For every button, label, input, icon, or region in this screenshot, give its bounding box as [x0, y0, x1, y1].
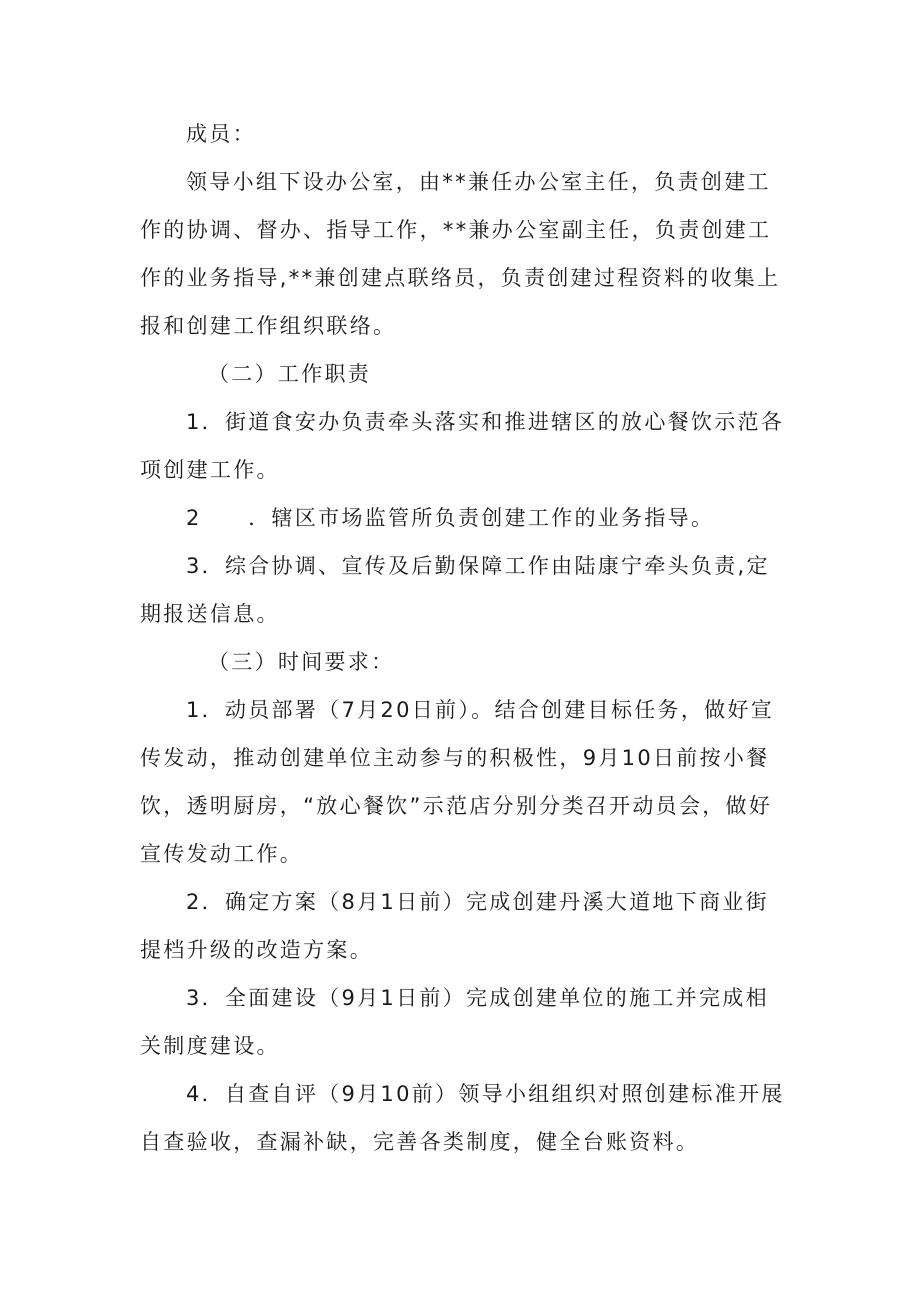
- timeline-item-4: 4．自查自评（9月10前）领导小组组织对照创建标准开展自查验收，查漏补缺，完善各类制度，健全台账资料。: [140, 1082, 785, 1154]
- timeline-item-2: 2．确定方案（8月1日前）完成创建丹溪大道地下商业街提档升级的改造方案。: [140, 890, 769, 962]
- section-heading-timeline: （三）时间要求：: [208, 650, 395, 674]
- timeline-item-1: 1．动员部署（7月20日前）。结合创建目标任务，做好宣传发动，推动创建单位主动参与的积极性，9月10日前按小餐饮，透明厨房，“放心餐饮”示范店分别分类召开动员会，做好宣传发动工作。: [140, 698, 775, 866]
- office-paragraph: 领导小组下设办公室，由**兼任办公室主任，负责创建工作的协调、督办、指导工作，**兼办公室副主任，负责创建工作的业务指导,**兼创建点联络员，负责创建过程资料的收集上报和创建工作组织联络。: [140, 170, 781, 338]
- members-paragraph: 成员：: [186, 122, 256, 146]
- duty-item-1: 1．街道食安办负责牵头落实和推进辖区的放心餐饮示范各项创建工作。: [140, 410, 785, 482]
- duty-item-2: 2 ．辖区市场监管所负责创建工作的业务指导。: [186, 506, 715, 530]
- duty-item-3: 3．综合协调、宣传及后勤保障工作由陆康宁牵头负责,定期报送信息。: [140, 554, 770, 626]
- timeline-item-3: 3．全面建设（9月1日前）完成创建单位的施工并完成相关制度建设。: [140, 986, 769, 1058]
- section-heading-duties: （二）工作职责: [208, 362, 372, 386]
